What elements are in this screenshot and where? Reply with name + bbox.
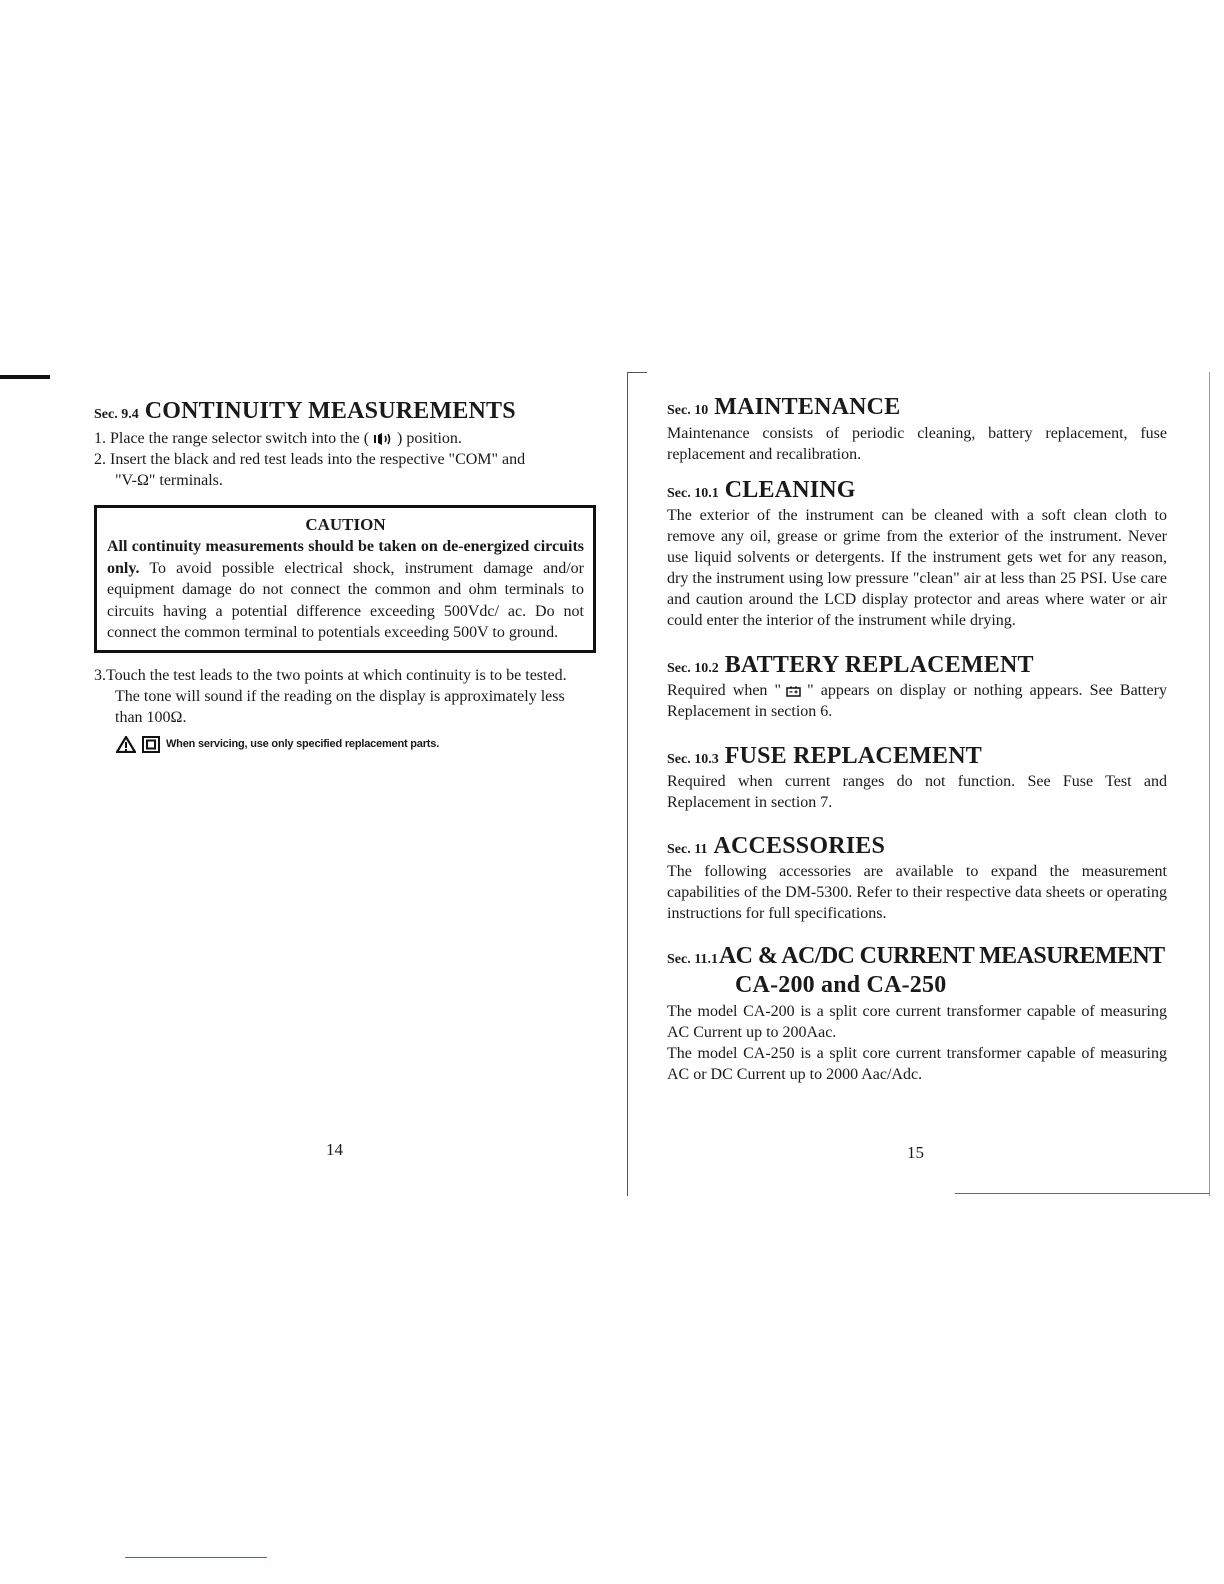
step-2-continued: "V-Ω" terminals.: [115, 472, 223, 489]
caution-bold-text: All continuity measurements should be taken on de-energized circuits only.: [107, 538, 584, 577]
page-gutter-line: [627, 372, 628, 1196]
section-number: Sec. 10: [667, 403, 709, 418]
section-number: Sec. 11.1: [667, 952, 718, 967]
double-insulation-icon: [142, 736, 160, 753]
section-number: Sec. 10.2: [667, 661, 719, 676]
caution-title: CAUTION: [305, 515, 386, 534]
maintenance-body: Maintenance consists of periodic cleaning, battery replacement, fuse replacement and recalibration.: [667, 425, 1167, 463]
section-title: FUSE REPLACEMENT: [724, 743, 982, 769]
section-heading-10-1: [667, 477, 1167, 504]
section-heading-9-4: [94, 398, 596, 425]
section-title: MAINTENANCE: [714, 394, 901, 420]
caution-text: [107, 536, 584, 644]
service-warning: [94, 736, 596, 753]
section-number: Sec. 10.1: [667, 486, 719, 501]
cleaning-body: The exterior of the instrument can be cleaned with a soft clean cloth to remove any oil, grease or grime from the exterior of the instrument. Never use liquid solvents or detergents. If the instrument gets wet for any reason, dry the instrument using low pressure "clean" air at less than 25 PSI. Use care and caution around the LCD display protector and areas where water or air could enter the interior of the instrument while drying.: [667, 507, 1167, 629]
blue-scan-line: [125, 1557, 267, 1558]
page-gutter-tick: [627, 372, 647, 373]
section-heading-10-2: [667, 652, 1167, 679]
battery-icon: [786, 686, 802, 697]
section-title: AC & AC/DC CURRENT MEASUREMENT: [718, 943, 1165, 969]
bottom-page-edge: [955, 1193, 1210, 1194]
fuse-body: Required when current ranges do not function. See Fuse Test and Replacement in section 7.: [667, 773, 1167, 811]
section-heading-10-3: [667, 743, 1167, 770]
ca-200-body: The model CA-200 is a split core current transformer capable of measuring AC Current up to 200Aac.: [667, 1003, 1167, 1041]
ca-250-body: The model CA-250 is a split core current transformer capable of measuring AC or DC Current up to 2000 Aac/Adc.: [667, 1045, 1167, 1083]
step-3-line-3: than 100Ω.: [115, 708, 187, 726]
caution-box: [94, 505, 596, 653]
warning-note: When servicing, use only specified replacement parts.: [166, 738, 440, 750]
section-heading-11: [667, 833, 1167, 860]
section-title: ACCESSORIES: [713, 833, 886, 859]
step-1: 1. Place the range selector switch into the ( ) position.: [94, 430, 462, 447]
section-heading-11-1: [667, 943, 1167, 970]
accessories-body: The following accessories are available to expand the measurement capabilities of the DM-5300. Refer to their respective data sheets or operating instructions for full specifications.: [667, 863, 1167, 922]
step-3: 3.Touch the test leads to the two points at which continuity is to be tested.: [94, 666, 567, 684]
warning-triangle-icon: [116, 736, 136, 753]
right-page: [667, 394, 1167, 1085]
scan-corner-mark: [0, 375, 50, 379]
step-3-line-2: The tone will sound if the reading on the display is approximately less: [115, 687, 565, 705]
section-number: Sec. 9.4: [94, 407, 139, 422]
caution-body-text: To avoid possible electrical shock, instrument damage and/or equipment damage do not connect the common and ohm terminals to circuits having a potential difference exceeding 500Vdc/ ac. Do not connect the common terminal to potentials exceeding 500V to ground.: [107, 559, 584, 641]
section-number: Sec. 10.3: [667, 752, 719, 767]
section-subtitle: CA-200 and CA-250: [735, 972, 947, 998]
section-heading-10: [667, 394, 1167, 421]
right-page-edge: [1209, 372, 1210, 1196]
step-2: 2. Insert the black and red test leads into the respective "COM" and: [94, 451, 526, 468]
page-number-left: 14: [326, 1140, 343, 1159]
section-number: Sec. 11: [667, 842, 708, 857]
section-title: CLEANING: [724, 477, 856, 503]
battery-body: Required when " " appears on display or nothing appears. See Battery Replacement in section 6.: [667, 682, 1167, 720]
left-page: [94, 398, 596, 753]
section-title: CONTINUITY MEASUREMENTS: [144, 398, 516, 424]
page-number-right: 15: [907, 1143, 924, 1162]
continuity-beeper-icon: [373, 432, 393, 446]
section-title: BATTERY REPLACEMENT: [724, 652, 1034, 678]
